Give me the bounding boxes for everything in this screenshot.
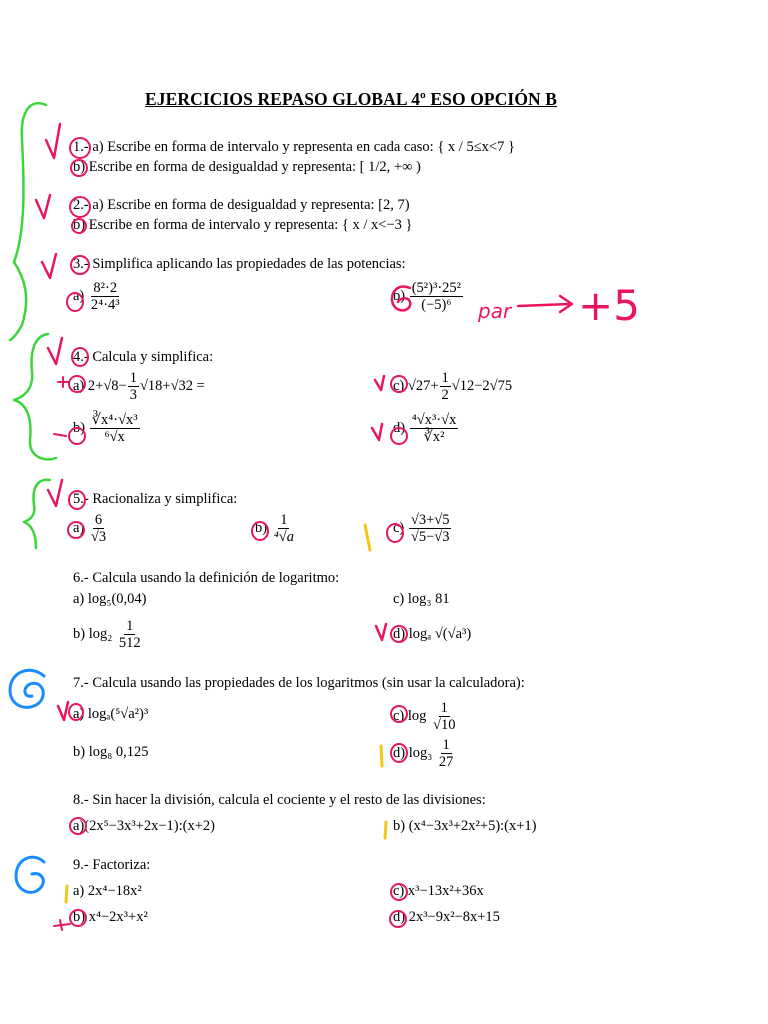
circle-mark bbox=[71, 256, 89, 274]
ex3-b: b) $\frac{\text{(5²)³·25²}}{\text{(−5)⁶}}$ bbox=[393, 280, 461, 314]
ex3-a: a) $\frac{\text{8²·2}}{\text{2⁴·4³}}$ bbox=[73, 280, 120, 314]
dash-mark bbox=[54, 434, 66, 436]
check-mark-icon bbox=[375, 376, 384, 390]
ex9-c: c) x³−13x²+36x bbox=[393, 883, 484, 899]
circle-mark bbox=[69, 428, 85, 444]
ex4-b: b) $\frac{\text{∛x⁴·√x³}}{\text{⁶√x}}$ bbox=[73, 412, 138, 446]
ex5-statement: 5.- Racionaliza y simplifica: bbox=[73, 491, 238, 507]
ex7-b: b) log₈ 0,125 bbox=[73, 744, 149, 760]
yellow-mark bbox=[66, 886, 67, 902]
ex4-c: c) √27+ $\frac{1}{2}$ √12−2√75 bbox=[393, 370, 513, 404]
check-mark-icon bbox=[48, 480, 62, 506]
circle-mark bbox=[70, 138, 90, 158]
yellow-mark bbox=[381, 746, 382, 766]
ex6-a: a) log₅(0,04) bbox=[73, 591, 147, 607]
dash-mark bbox=[54, 920, 70, 930]
circle-mark bbox=[71, 160, 87, 176]
circle-mark bbox=[391, 706, 407, 722]
ex5-b: b) $\frac{1}{\text{⁴√a}}$ bbox=[255, 512, 294, 546]
circle-mark bbox=[391, 884, 407, 900]
circle-mark bbox=[70, 910, 86, 926]
green-brace-1 bbox=[10, 103, 46, 340]
check-mark-icon bbox=[42, 254, 56, 278]
circle-mark bbox=[69, 704, 83, 720]
annotation-result: +5 bbox=[578, 281, 640, 330]
circle-mark bbox=[70, 197, 90, 217]
circle-mark bbox=[252, 522, 268, 540]
check-mark-icon bbox=[36, 195, 50, 218]
page-title: EJERCICIOS REPASO GLOBAL 4º ESO OPCIÓN B bbox=[145, 89, 558, 109]
annotation-par: par bbox=[478, 299, 512, 323]
ex8-a: a)(2x⁵−3x³+2x−1):(x+2) bbox=[73, 818, 215, 834]
ex9-statement: 9.- Factoriza: bbox=[73, 857, 151, 873]
ex1-a: 1.- a) Escribe en forma de intervalo y representa en cada caso: { x / 5≤x<7 } bbox=[73, 139, 515, 155]
plus-mark bbox=[58, 377, 68, 387]
circle-mark bbox=[391, 626, 407, 642]
circle-mark bbox=[68, 522, 84, 538]
ex6-b: b) log₂ $\frac{1}{512}$ bbox=[73, 618, 141, 652]
blue-g-mark bbox=[16, 857, 44, 892]
circle-mark bbox=[70, 818, 86, 834]
ex7-a: a) logₐ(⁵√a²)³ bbox=[73, 706, 149, 722]
ex7-statement: 7.- Calcula usando las propiedades de los logaritmos (sin usar la calculadora): bbox=[73, 675, 525, 691]
ex5-c: c) $\frac{√3+√5}{√5-√3}$ bbox=[393, 512, 450, 546]
check-mark-icon bbox=[58, 702, 68, 720]
ex8-statement: 8.- Sin hacer la división, calcula el cociente y el resto de las divisiones: bbox=[73, 792, 486, 808]
circle-mark bbox=[390, 911, 406, 927]
yellow-mark bbox=[385, 822, 386, 838]
check-mark-icon bbox=[48, 338, 62, 364]
arrow-icon bbox=[518, 296, 572, 312]
circle-mark bbox=[391, 376, 407, 392]
check-mark-icon bbox=[372, 424, 382, 440]
check-mark-icon bbox=[376, 624, 386, 640]
ex3-statement: 3.- Simplifica aplicando las propiedades de las potencias: bbox=[73, 256, 406, 272]
ex4-statement: 4.- Calcula y simplifica: bbox=[73, 349, 214, 365]
ex6-statement: 6.- Calcula usando la definición de logaritmo: bbox=[73, 570, 340, 586]
circle-mark bbox=[69, 491, 85, 509]
ex2-a: 2.- a) Escribe en forma de desigualdad y representa: [2, 7) bbox=[73, 197, 410, 213]
ex1-b: b) Escribe en forma de desigualdad y representa: [ 1/2, +∞ ) bbox=[73, 159, 421, 175]
ex4-d: d) $\frac{\text{⁴√x³·√x}}{\text{∛x²}}$ bbox=[393, 412, 457, 446]
circle-mark bbox=[391, 744, 407, 762]
circle-mark bbox=[67, 293, 83, 311]
ex9-a: a) 2x⁴−18x² bbox=[73, 883, 142, 899]
circle-mark bbox=[69, 376, 85, 392]
check-mark-icon bbox=[46, 124, 60, 158]
handwritten-six bbox=[392, 287, 410, 311]
blue-spiral bbox=[10, 670, 44, 707]
yellow-mark bbox=[365, 525, 370, 550]
ex5-a: a) $\frac{6}{√3}$ bbox=[73, 512, 107, 546]
ex7-c: c) log $\frac{1}{√10}$ bbox=[393, 700, 456, 734]
ex6-d: d) logₐ √(√a³) bbox=[393, 626, 472, 642]
ex8-b: b) (x⁴−3x³+2x²+5):(x+1) bbox=[393, 818, 537, 834]
circle-mark bbox=[387, 524, 403, 542]
ex9-b: b) x⁴−2x³+x² bbox=[73, 909, 148, 925]
green-brace-3 bbox=[24, 480, 50, 548]
ex7-d: d) log₃ $\frac{1}{27}$ bbox=[393, 737, 454, 771]
ex9-d: d) 2x³−9x²−8x+15 bbox=[393, 909, 500, 925]
circle-mark bbox=[72, 219, 86, 233]
ex6-c: c) log₃ 81 bbox=[393, 591, 450, 607]
circle-mark bbox=[391, 428, 407, 444]
ex4-a: a) 2+√8− $\frac{1}{3}$ √18+√32 = bbox=[73, 370, 205, 404]
circle-mark bbox=[72, 348, 88, 366]
ex2-b: b) Escribe en forma de intervalo y representa: { x / x<−3 } bbox=[73, 217, 413, 233]
